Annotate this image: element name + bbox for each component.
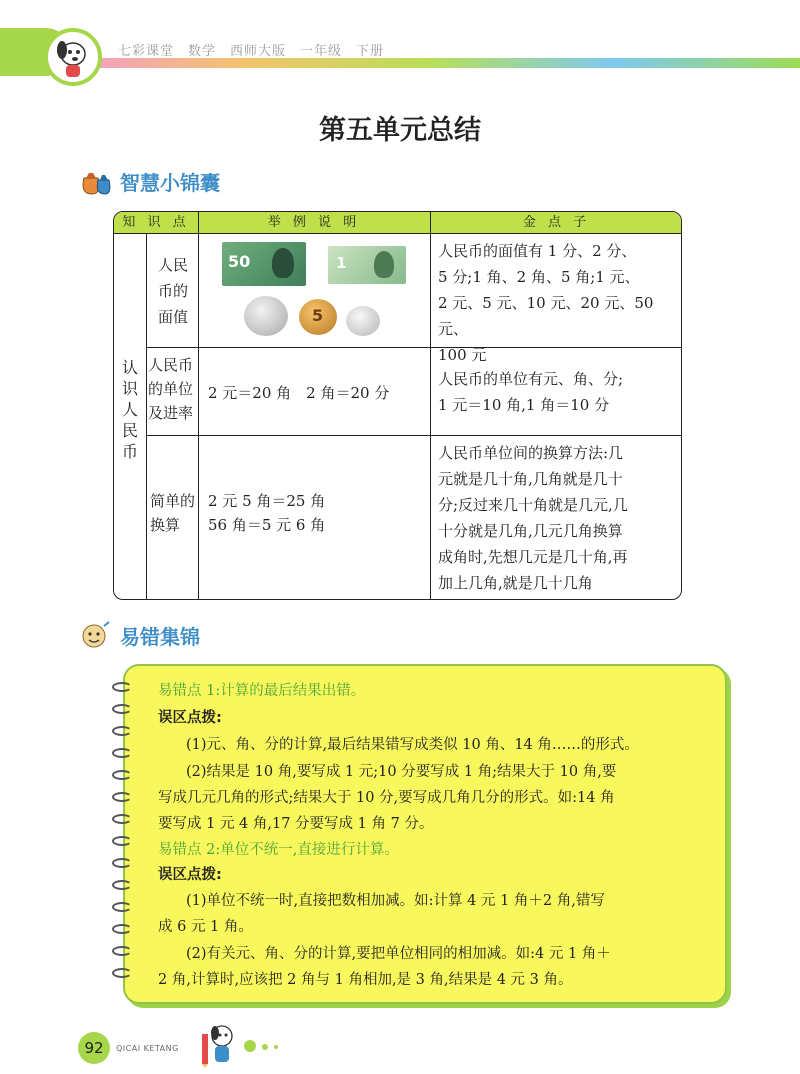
mistake-1-line: (2)结果是 10 角,要写成 1 元;10 分要写成 1 角;结果大于 10 角,要 — [186, 764, 617, 780]
decorative-dot — [274, 1045, 278, 1049]
mistake-2-label: 误区点拨: — [158, 867, 222, 883]
tip-units-rates: 人民币的单位有元、角、分; 1 元＝10 角,1 角＝10 分 — [438, 370, 624, 414]
decorative-dot — [262, 1044, 268, 1050]
table-divider — [430, 212, 431, 599]
ring-binding-icon — [112, 880, 132, 890]
mistake-1-title: 易错点 1:计算的最后结果出错。 — [158, 683, 366, 699]
mistake-1-label: 误区点拨: — [158, 710, 222, 726]
section-heading-text: 易错集锦 — [120, 624, 200, 649]
example-units-rates: 2 元＝20 角 2 角＝20 分 — [208, 384, 390, 402]
page-number: 92 — [78, 1032, 110, 1064]
coin-1-yuan-image — [244, 296, 288, 336]
ring-binding-icon — [112, 770, 132, 780]
table-header-cell: 金 点 子 — [522, 215, 591, 230]
tip-face-value: 人民币的面值有 1 分、2 分、 5 分;1 角、2 角、5 角;1 元、 2 元、5 元、10 元、20 元、50 元、 100 元 — [438, 242, 654, 364]
topic-units-rates: 人民币的单位及进率 — [148, 356, 194, 422]
banknote-1-image: 1 — [328, 246, 406, 284]
ring-binding-icon — [112, 704, 132, 714]
ring-binding-icon — [112, 924, 132, 934]
mascot-dog-icon — [44, 28, 102, 86]
banknote-50-image: 50 — [222, 242, 306, 286]
mistake-2-line: (1)单位不统一时,直接把数相加减。如:计算 4 元 1 角＋2 角,错写 — [186, 893, 605, 909]
mistake-1-line: 要写成 1 元 4 角,17 分要写成 1 角 7 分。 — [158, 816, 434, 832]
mistake-2-line: (2)有关元、角、分的计算,要把单位相同的相加减。如:4 元 1 角＋ — [186, 946, 611, 962]
table-divider — [146, 435, 681, 436]
page-title: 第五单元总结 — [319, 115, 481, 146]
table-divider — [198, 212, 199, 599]
topic-simple-conversion: 简单的换算 — [150, 492, 196, 534]
tip-simple-conversion: 人民币单位间的换算方法:几 元就是几十角,几角就是几十 分;反过来几十角就是几元,几 十分就是几角,几元几角换算 成角时,先想几元是几十角,再 加上几角,就是几十几角 — [438, 444, 628, 592]
coin-5-jiao-image: 5 — [299, 299, 337, 335]
category-label: 认识人民币 — [121, 358, 138, 461]
ring-binding-icon — [112, 946, 132, 956]
ring-binding-icon — [112, 902, 132, 912]
header-rainbow-stripe — [60, 58, 800, 68]
section-heading-mistakes — [78, 620, 200, 650]
ring-binding-icon — [112, 748, 132, 758]
ring-binding-icon — [112, 726, 132, 736]
ring-binding-icon — [112, 858, 132, 868]
decorative-dot — [244, 1040, 256, 1052]
mistake-1-line: (1)元、角、分的计算,最后结果错写成类似 10 角、14 角……的形式。 — [186, 737, 639, 753]
ring-binding-icon — [112, 682, 132, 692]
table-divider — [146, 233, 147, 599]
coin-1-jiao-image — [346, 306, 380, 336]
table-header-cell: 举 例 说 明 — [267, 215, 361, 230]
mascot-face-icon — [78, 620, 112, 650]
mistake-2-line: 2 角,计算时,应该把 2 角与 1 角相加,是 3 角,结果是 4 元 3 角。 — [158, 972, 573, 988]
knowledge-table — [113, 211, 682, 600]
section-heading-text: 智慧小锦囊 — [120, 170, 220, 195]
topic-face-value: 人民币的面值 — [158, 256, 189, 326]
example-simple-conversion: 2 元 5 角＝25 角 56 角＝5 元 6 角 — [208, 492, 326, 534]
ring-binding-icon — [112, 968, 132, 978]
money-bag-icon — [78, 166, 112, 196]
mascot-pencil-icon — [198, 1020, 238, 1068]
section-heading-wisdom — [78, 166, 220, 196]
ring-binding-icon — [112, 814, 132, 824]
header-text: 七彩课堂 数学 西师大版 一年级 下册 — [118, 44, 385, 59]
mistake-1-line: 写成几元几角的形式;结果大于 10 分,要写成几角几分的形式。如:14 角 — [158, 790, 615, 806]
ring-binding-icon — [112, 836, 132, 846]
mistake-2-title: 易错点 2:单位不统一,直接进行计算。 — [158, 842, 399, 858]
footer-text: QICAI KETANG — [116, 1044, 179, 1053]
ring-binding-icon — [112, 792, 132, 802]
table-header-cell: 知 识 点 — [122, 215, 190, 230]
mistake-2-line: 成 6 元 1 角。 — [158, 919, 253, 935]
